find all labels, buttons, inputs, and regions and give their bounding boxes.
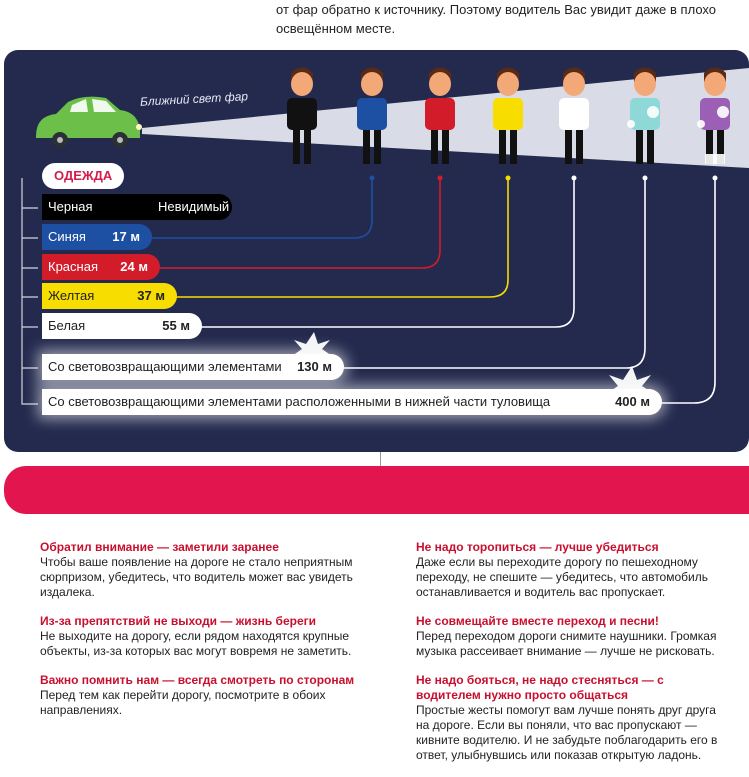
tip-body: Перед тем как перейти дорогу, посмотрите в обоих направлениях.: [40, 688, 326, 717]
visibility-infographic: [4, 50, 749, 452]
clothing-label: Черная: [48, 199, 93, 214]
visibility-distance: 37 м: [137, 288, 165, 303]
clothing-row-yellow: [42, 283, 177, 309]
tip-body: Чтобы ваше появление на дороге не стало неприятным сюрпризом, убедитесь, что водитель может вас увидеть издалека.: [40, 555, 353, 599]
tip-title: Важно помнить нам — всегда смотреть по сторонам: [40, 673, 355, 687]
clothing-row-reflective-lower: [42, 389, 662, 415]
visibility-distance: 17 м: [112, 229, 140, 244]
visibility-distance: 24 м: [120, 259, 148, 274]
visibility-distance: 55 м: [162, 318, 190, 333]
accent-banner: [4, 466, 749, 514]
visibility-distance: 130 м: [297, 359, 332, 374]
tip-body: Не выходите на дорогу, если рядом находятся крупные объекты, из-за которых вас могут вовремя не заметить.: [40, 629, 352, 658]
tip-item: [416, 673, 721, 763]
tip-item: [416, 614, 721, 659]
tip-item: [416, 540, 721, 600]
tip-item: [40, 540, 360, 600]
clothing-row-black: [42, 194, 232, 220]
tip-title: Не совмещайте вместе переход и песни!: [416, 614, 659, 628]
tips-column-left: [40, 540, 360, 732]
visibility-distance: Невидимый: [158, 199, 230, 214]
intro-paragraph: от фар обратно к источнику. Поэтому водитель Вас увидит даже в плохо освещённом месте.: [276, 2, 716, 36]
clothing-label: Со световозвращающими элементами: [48, 359, 282, 374]
clothing-label: Синяя: [48, 229, 86, 244]
tip-body: Даже если вы переходите дорогу по пешеходному переходу, не спешите — убедитесь, что автомобиль останавливается и водитель вас пропускает.: [416, 555, 708, 599]
divider-line: [380, 452, 381, 466]
clothing-row-white: [42, 313, 202, 339]
clothing-row-blue: [42, 224, 152, 250]
tip-title: Из-за препятствий не выходи — жизнь береги: [40, 614, 316, 628]
tip-body: Простые жесты помогут вам лучше понять друг друга на дороге. Если вы поняли, что вас пропускают — кивните водителю. И не забудьте поблагодарить его в ответ, улыбнувшись или показав открытую ладонь.: [416, 703, 718, 762]
headlight-label: Ближний свет фар: [139, 89, 249, 109]
tip-title: Не надо торопиться — лучше убедиться: [416, 540, 659, 554]
tip-title: Обратил внимание — заметили заранее: [40, 540, 279, 554]
car-icon: [36, 97, 142, 148]
tip-title: Не надо бояться, не надо стесняться — с водителем нужно просто общаться: [416, 673, 664, 702]
tip-item: [40, 673, 360, 718]
clothing-row-red: [42, 254, 160, 280]
visibility-distance: 400 м: [615, 394, 650, 409]
tip-body: Перед переходом дороги снимите наушники. Громкая музыка рассеивает внимание — лучше не рисковать.: [416, 629, 717, 658]
clothing-label: Со световозвращающими элементами расположенными в нижней части туловища: [48, 394, 551, 409]
tip-item: [40, 614, 360, 659]
clothing-label: Белая: [48, 318, 86, 333]
tips-column-right: [416, 540, 721, 777]
clothing-row-reflective: [42, 354, 344, 380]
clothing-label: Красная: [48, 259, 98, 274]
clothing-section-tag: ОДЕЖДА: [42, 163, 124, 189]
clothing-label: Желтая: [48, 288, 95, 303]
